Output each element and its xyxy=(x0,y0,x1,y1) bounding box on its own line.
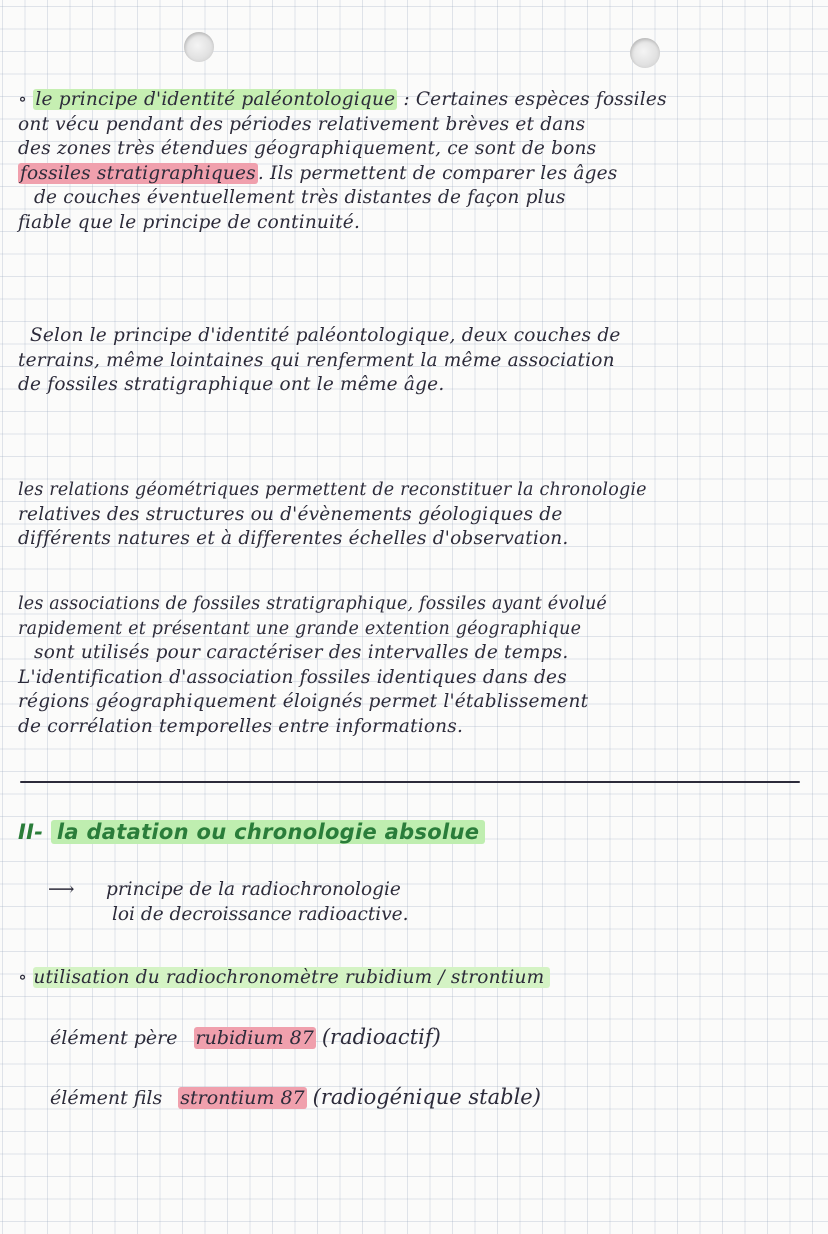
text-line: de couches éventuellement très distantes de façon plus xyxy=(34,187,566,208)
punch-hole-right xyxy=(630,38,660,68)
text-line: terrains, même lointaines qui renferment la même association xyxy=(18,349,615,371)
element-note: (radioactif) xyxy=(321,1025,441,1049)
text-line: de corrélation temporelles entre informations. xyxy=(18,715,464,737)
text-segment: . Ils permettent de comparer les âges xyxy=(257,162,618,184)
section-number: II- xyxy=(18,820,44,844)
text-line: les relations géométriques permettent de reconstituer la chronologie xyxy=(18,480,647,500)
text-line: de fossiles stratigraphique ont le même âge. xyxy=(18,374,445,395)
text-line: fiable que le principe de continuité. xyxy=(18,211,361,233)
paragraph-relations-geometriques xyxy=(18,478,818,552)
text-line: Selon le principe d'identité paléontologique, deux couches de xyxy=(30,325,621,346)
arrow-list xyxy=(48,877,409,927)
list-item-text: principe de la radiochronologie xyxy=(106,879,401,900)
highlight-term: le principe d'identité paléontologique xyxy=(35,89,396,110)
text-line: relatives des structures ou d'évènements géologiques de xyxy=(18,503,563,525)
text-line: les associations de fossiles stratigraphique, fossiles ayant évolué xyxy=(18,594,607,614)
highlight-term: utilisation du radiochronomètre rubidium / strontium xyxy=(33,967,550,988)
punch-hole-left xyxy=(184,32,214,62)
element-note: (radiogénique stable) xyxy=(312,1085,541,1109)
highlight-term: rubidium 87 xyxy=(195,1027,314,1049)
element-label: élément fils xyxy=(50,1087,163,1109)
section-divider xyxy=(20,781,800,783)
highlight-term: fossiles stratigraphiques xyxy=(20,162,256,184)
text-line: des zones très étendues géographiquement, ce sont de bons xyxy=(18,138,597,159)
text-line: différents natures et à differentes échelles d'observation. xyxy=(18,528,569,549)
element-label: élément père xyxy=(50,1027,178,1049)
text-line: régions géographiquement éloignés permet l'établissement xyxy=(18,691,589,712)
text-segment: : Certaines espèces fossiles xyxy=(397,89,667,110)
text-line: sont utilisés pour caractériser des intervalles de temps. xyxy=(34,642,569,663)
text-line xyxy=(18,966,818,991)
text-line: ont vécu pendant des périodes relativement brèves et dans xyxy=(18,113,586,135)
text-line: rapidement et présentant une grande extention géographique xyxy=(18,618,582,639)
paragraph-associations-fossiles xyxy=(18,592,818,739)
bullet-icon: ∘ xyxy=(18,967,28,988)
text-line: L'identification d'association fossiles identiques dans des xyxy=(18,666,567,688)
bullet-icon: ∘ xyxy=(18,89,28,110)
list-item xyxy=(48,877,409,902)
list-item: loi de decroissance radioactive. xyxy=(112,904,409,925)
text-line xyxy=(18,88,818,113)
section-heading xyxy=(18,820,485,844)
section-title: la datation ou chronologie absolue xyxy=(51,820,485,844)
element-pere-row xyxy=(50,1024,441,1051)
highlight-term: strontium 87 xyxy=(180,1087,305,1109)
paragraph-radiochronometre xyxy=(18,966,818,991)
paragraph-identite-paleontologique xyxy=(18,88,818,235)
arrow-right-icon: ⟶ xyxy=(48,879,75,900)
paragraph-selon-principe xyxy=(18,324,818,398)
element-fils-row xyxy=(50,1084,541,1111)
text-line xyxy=(18,162,818,187)
